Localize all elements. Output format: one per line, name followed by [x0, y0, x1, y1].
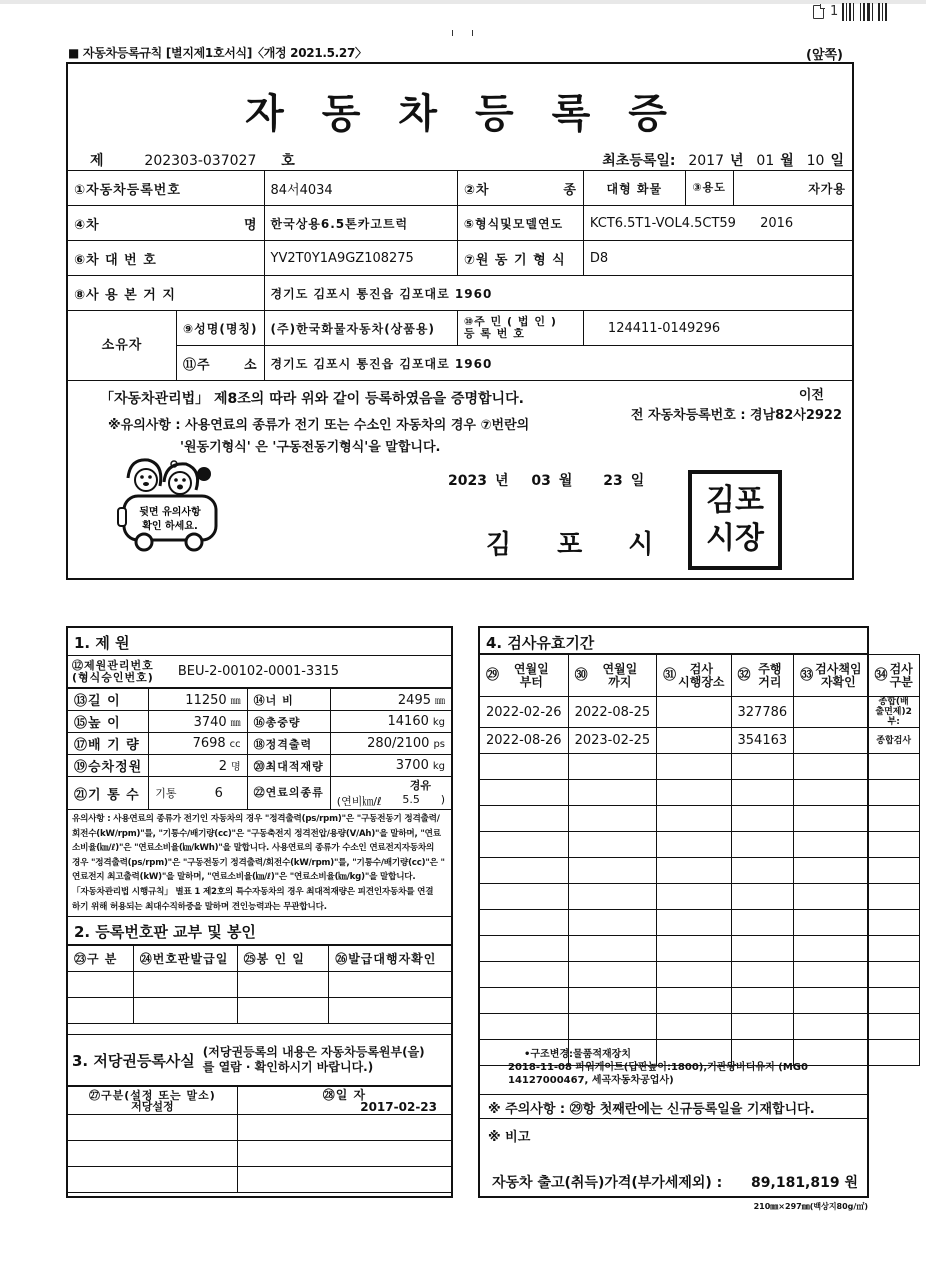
reg-no-value: 84서4034	[264, 171, 457, 206]
inspection-empty-cell	[868, 754, 919, 780]
table-row	[480, 988, 920, 1014]
inspection-header-cell: ㉛ 검사 시행장소	[657, 655, 731, 697]
inspection-empty-cell	[794, 988, 868, 1014]
model-value: KCT6.5T1-VOL4.5CT59 2016	[583, 206, 852, 241]
table-row	[480, 780, 920, 806]
table-row	[480, 655, 920, 697]
fine-print-line: 회전수(kW/rpm)"를, "기통수/배기량(cc)"은 "구동축전지 정격전압/용량(V/Ah)"을 말하며, "연료	[72, 828, 441, 839]
previous-registration-number: 전 자동차등록번호 : 경남82사2922	[630, 408, 842, 423]
registration-certificate	[66, 62, 854, 580]
inspection-empty-cell	[568, 884, 657, 910]
plates-header-kind: ㉓구 분	[68, 946, 134, 972]
spec-value: 14160 kg	[330, 711, 451, 733]
engine-label: ⑦원 동 기 형 식	[457, 241, 583, 276]
table-row	[68, 311, 853, 346]
table-row	[480, 936, 920, 962]
seal-text-2: 시장	[706, 521, 764, 556]
inspection-empty-cell	[731, 1014, 794, 1040]
table-row	[68, 689, 452, 711]
table-row	[480, 1014, 920, 1040]
mortgage-title: 3. 저당권등록사실	[72, 1051, 195, 1070]
inspection-empty-cell	[731, 780, 794, 806]
paper-size-note: 210㎜×297㎜(백상지80g/㎡)	[753, 1202, 868, 1211]
table-row	[480, 858, 920, 884]
mortgage-table	[67, 1086, 452, 1193]
inspection-empty-cell	[480, 988, 569, 1014]
vehicle-info-table	[67, 170, 853, 381]
spec-value: 280/2100 ps	[330, 733, 451, 755]
inspection-place	[657, 697, 731, 728]
inspection-empty-cell	[657, 1014, 731, 1040]
inspection-empty-cell	[568, 780, 657, 806]
owner-address-label: ⑪주 소	[177, 346, 265, 381]
owner-name-label: ⑨성명(명칭)	[177, 311, 265, 346]
inspection-empty-cell	[868, 858, 919, 884]
plates-title: 2. 등록번호판 교부 및 봉인	[68, 917, 451, 945]
spec-value: 2495 ㎜	[330, 689, 451, 711]
inspection-to: 2023-02-25	[568, 728, 657, 754]
inspection-empty-cell	[480, 962, 569, 988]
inspection-empty-cell	[657, 910, 731, 936]
inspection-empty-cell	[568, 988, 657, 1014]
inspection-empty-cell	[480, 910, 569, 936]
table-row	[480, 962, 920, 988]
issue-date: 2023 년 03 월 23 일	[448, 473, 645, 489]
spec-label: ⑬길 이	[68, 689, 149, 711]
inspection-empty-cell	[480, 1014, 569, 1040]
table-row	[68, 206, 853, 241]
inspection-panel	[478, 626, 913, 1198]
base-location-label: ⑧사 용 본 거 지	[68, 276, 265, 311]
inspection-kind: 종합검사	[868, 728, 919, 754]
spec-label: ⑱정격출력	[247, 733, 330, 755]
remarks-label: ※ 비고	[488, 1130, 531, 1145]
inspection-from: 2022-02-26	[480, 697, 569, 728]
fine-print-line: 경우 "정격출력(ps/rpm)"은 "구동전동기 정격출력/회전수(kW/rpm)"를, "기통수/배기량(cc)"은 "	[72, 857, 445, 868]
issuer-name: 김포시	[486, 530, 700, 560]
notice-line-1: ※유의사항 : 사용연료의 종류가 전기 또는 수소인 자동차의 경우 ⑦번란의	[108, 418, 530, 433]
table-row	[480, 832, 920, 858]
table-row	[68, 711, 452, 733]
spec-value: 3740 ㎜	[149, 711, 247, 733]
inspection-empty-cell	[731, 910, 794, 936]
inspection-empty-cell	[868, 936, 919, 962]
inspection-empty-cell	[868, 884, 919, 910]
acquisition-price	[492, 1172, 858, 1192]
inspection-empty-cell	[794, 754, 868, 780]
inspection-empty-cell	[868, 1014, 919, 1040]
mortgage-note: (저당권등록의 내용은 자동차등록원부(을) 를 열람 · 확인하시기 바랍니다.)	[202, 1045, 425, 1075]
inspection-empty-cell	[794, 806, 868, 832]
inspection-empty-cell	[731, 884, 794, 910]
price-label: 자동차 출고(취득)가격(부가세제외) :	[492, 1175, 723, 1191]
spec-value: 3700 kg	[330, 755, 451, 777]
inspection-empty-cell	[480, 754, 569, 780]
owner-id-value: 124411-0149296	[583, 311, 852, 346]
inspection-empty-cell	[480, 884, 569, 910]
inspection-empty-cell	[657, 780, 731, 806]
spec-label: ⑯총중량	[247, 711, 330, 733]
inspection-header-cell: ㉜ 주행 거리	[731, 655, 794, 697]
inspection-empty-cell	[657, 858, 731, 884]
inspection-empty-cell	[568, 806, 657, 832]
reg-no-label: ①자동차등록번호	[68, 171, 265, 206]
certification-statement: 「자동차관리법」 제8조의 따라 위와 같이 등록하였음을 증명합니다.	[100, 391, 524, 407]
vin-value: YV2T0Y1A9GZ108275	[264, 241, 457, 276]
model-year: 2016	[760, 215, 794, 231]
mortgage-header	[68, 1034, 451, 1086]
fuel-type-label: ㉒연료의종류	[247, 777, 330, 810]
inspection-inspector	[794, 728, 868, 754]
barcode	[842, 3, 887, 21]
vin-label: ⑥차 대 번 호	[68, 241, 265, 276]
base-location-value: 경기도 김포시 통진읍 김포대로 1960	[264, 276, 852, 311]
inspection-empty-cell	[657, 806, 731, 832]
viewer-top-bar	[0, 0, 926, 4]
inspection-empty-cell	[657, 754, 731, 780]
table-row	[480, 697, 920, 728]
inspection-to: 2022-08-25	[568, 697, 657, 728]
fuel-value: 경유 (연비㎞/ℓ 5.5 )	[330, 777, 451, 810]
table-row	[68, 733, 452, 755]
specs-title: 1. 제 원	[68, 628, 451, 656]
table-row	[68, 972, 452, 998]
inspection-empty-cell	[794, 1014, 868, 1040]
front-side-label: (앞쪽)	[806, 48, 843, 63]
price-value: 89,181,819 원	[751, 1175, 858, 1191]
inspection-header-cell: ㉞ 검사 구분	[868, 655, 919, 697]
table-row	[480, 910, 920, 936]
vehicle-type-value: 대형 화물	[583, 171, 685, 206]
inspection-empty-cell	[480, 780, 569, 806]
fine-print-line: 소비율(㎞/ℓ)"은 "연료소비율(㎞/kWh)"을 말합니다. 사용연료의 종류가 수소인 연료전지자동차의	[72, 843, 435, 854]
notice-line-2: '원동기형식' 은 '구동전동기형식'을 말합니다.	[180, 440, 441, 455]
certificate-number: 제 202303-037027 호	[90, 153, 295, 169]
fine-print-line: 연료전지 최고출력(kW)"을 말하며, "연료소비율(㎞/ℓ)"은 "연료소비율(㎞/kg)"을 말합니다.	[72, 872, 416, 883]
page-number: 1	[830, 4, 839, 19]
model-label: ⑤형식및모델연도	[457, 206, 583, 241]
inspection-empty-cell	[868, 988, 919, 1014]
inspection-empty-cell	[657, 832, 731, 858]
owner-group-label: 소유자	[68, 311, 177, 381]
first-registration-date: 최초등록일: 2017 년 01 월 10 일	[602, 153, 844, 169]
table-row	[68, 276, 853, 311]
vehicle-name-value: 한국상용6.5톤카고트럭	[264, 206, 457, 241]
mgmt-no-value: BEU-2-00102-0001-3315	[177, 664, 340, 679]
fuel-efficiency-label: (연비㎞/ℓ	[336, 795, 382, 808]
scan-mark	[472, 30, 473, 36]
inspection-empty-cell	[568, 754, 657, 780]
table-row	[68, 241, 853, 276]
table-row	[480, 884, 920, 910]
inspection-empty-cell	[868, 806, 919, 832]
spec-value: 11250 ㎜	[149, 689, 247, 711]
inspection-empty-cell	[868, 910, 919, 936]
inspection-empty-cell	[480, 936, 569, 962]
table-row	[480, 754, 920, 780]
mascot-bus-illustration	[114, 456, 228, 556]
inspection-empty-cell	[731, 962, 794, 988]
fine-print-line: 「자동차관리법 시행규칙」 별표 1 제2호의 특수자동차의 경우 최대적재량은 피견인자동차를 연결	[72, 886, 434, 897]
mascot-icon	[114, 456, 228, 556]
certificate-number-value: 202303-037027	[144, 153, 257, 169]
inspection-empty-cell	[731, 806, 794, 832]
inspection-empty-cell	[568, 936, 657, 962]
mascot-text-1: 뒷면 유의사항	[139, 507, 201, 518]
mgmt-no-label: ⑫제원관리번호 (형식승인번호)	[72, 658, 154, 684]
owner-id-label: ⑩주 민 ( 법 인 ) 등 록 번 호	[457, 311, 583, 346]
official-seal	[688, 470, 782, 570]
spec-label: ⑭너 비	[247, 689, 330, 711]
inspection-empty-cell	[731, 754, 794, 780]
inspection-empty-cell	[794, 962, 868, 988]
inspection-empty-cell	[568, 910, 657, 936]
table-row	[68, 777, 452, 810]
inspection-empty-cell	[657, 962, 731, 988]
plates-header-agent: ㉖발급대행자확인	[329, 946, 452, 972]
scan-mark	[452, 30, 453, 36]
mortgage-header-date: ㉘일 자	[322, 1087, 367, 1102]
spec-label: ⑮높 이	[68, 711, 149, 733]
table-row	[68, 1167, 452, 1193]
specs-panel	[66, 626, 453, 1198]
inspection-empty-cell	[731, 858, 794, 884]
inspection-table	[479, 654, 920, 1066]
mgmt-no-row	[68, 656, 451, 688]
inspection-empty-cell	[480, 858, 569, 884]
spec-label: ⑰배 기 량	[68, 733, 149, 755]
inspection-from: 2022-08-26	[480, 728, 569, 754]
inspection-empty-cell	[568, 1014, 657, 1040]
inspection-empty-cell	[731, 988, 794, 1014]
cylinders-value: 기통 6	[149, 777, 247, 810]
inspection-empty-cell	[568, 858, 657, 884]
table-row	[480, 728, 920, 754]
inspection-empty-cell	[657, 988, 731, 1014]
inspection-empty-cell	[568, 832, 657, 858]
fine-print-line: 유의사항 : 사용연료의 종류가 전기인 자동차의 경우 "정격출력(ps/rpm)"은 "구동전동기 정격출력/	[72, 814, 440, 824]
spec-label: ⑳최대적재량	[247, 755, 330, 777]
table-row	[68, 1141, 452, 1167]
inspection-caution: ※ 주의사항 : ㉙항 첫째란에는 신규등록일을 기재합니다.	[488, 1102, 815, 1117]
owner-address-value: 경기도 김포시 통진읍 김포대로 1960	[264, 346, 852, 381]
table-row	[68, 998, 452, 1024]
inspection-empty-cell	[794, 936, 868, 962]
fine-print-line: 하기 위해 허용되는 최대수직하중을 말하며 견인능력과는 무관합니다.	[72, 901, 327, 912]
inspection-inspector	[794, 697, 868, 728]
inspection-empty-cell	[794, 832, 868, 858]
engine-value: D8	[583, 241, 852, 276]
seal-text-1: 김포	[706, 483, 764, 518]
specs-fine-print	[68, 810, 451, 917]
inspection-empty-cell	[657, 884, 731, 910]
spec-value: 7698 cc	[149, 733, 247, 755]
vehicle-type-label: ②차 종	[457, 171, 583, 206]
mascot-text-2: 확인 하세요.	[142, 521, 198, 532]
inspection-empty-cell	[794, 910, 868, 936]
certificate-title: 자동차등록증	[245, 90, 705, 137]
use-label: ③용도	[685, 171, 733, 206]
inspection-empty-cell	[868, 780, 919, 806]
spec-value: 2 명	[149, 755, 247, 777]
specs-table	[67, 688, 452, 810]
table-row	[68, 1115, 452, 1141]
mortgage-date-value: 2017-02-23	[360, 1099, 437, 1114]
plates-table	[67, 945, 452, 1024]
spec-label: ⑲승차정원	[68, 755, 149, 777]
inspection-mileage: 354163	[731, 728, 794, 754]
inspection-empty-cell	[480, 832, 569, 858]
previous-label: 이전	[798, 388, 824, 403]
inspection-empty-cell	[794, 858, 868, 884]
table-row	[68, 755, 452, 777]
cylinders-label: ㉑기 통 수	[68, 777, 149, 810]
inspection-place	[657, 728, 731, 754]
table-row	[68, 171, 853, 206]
plates-header-seal-date: ㉕봉 인 일	[237, 946, 329, 972]
table-row	[68, 1087, 452, 1115]
inspection-header-cell: ㉙ 연월일 부터	[480, 655, 569, 697]
inspection-empty-cell	[868, 832, 919, 858]
table-row	[68, 346, 853, 381]
inspection-empty-cell	[731, 832, 794, 858]
mortgage-kind-value: 저당설정	[131, 1099, 174, 1113]
inspection-empty-cell	[731, 936, 794, 962]
page-icon[interactable]	[813, 5, 824, 19]
mortgage-header-kind: ㉗구분(설정 또는 말소)	[89, 1088, 216, 1102]
inspection-title: 4. 검사유효기간	[480, 628, 867, 654]
inspection-mileage: 327786	[731, 697, 794, 728]
inspection-header-cell: ㉚ 연월일 까지	[568, 655, 657, 697]
inspection-empty-cell	[868, 962, 919, 988]
plates-header-issue-date: ㉔번호판발급일	[133, 946, 237, 972]
owner-name-value: (주)한국화물자동차(상품용)	[264, 311, 457, 346]
inspection-empty-cell	[480, 806, 569, 832]
table-row	[68, 946, 452, 972]
table-row	[480, 806, 920, 832]
fuel-efficiency-value: 5.5	[402, 793, 420, 806]
form-rule-header: ■ 자동차등록규칙 [별지제1호서식]〈개정 2021.5.27〉	[68, 46, 367, 60]
inspection-header-cell: ㉝ 검사책임 자확인	[794, 655, 868, 697]
inspection-kind: 종합(배출면제)2부:	[868, 697, 919, 728]
structure-change-note: •구조변경:물품적재장치 2018-11-08 파워게이트(답판높이:1800),기관왕바디유지 (MG0 14127000467, 세곡자동차공업사)	[508, 1049, 808, 1086]
inspection-empty-cell	[568, 962, 657, 988]
inspection-empty-cell	[657, 936, 731, 962]
use-value: 자가용	[733, 171, 852, 206]
inspection-empty-cell	[868, 1040, 919, 1066]
inspection-empty-cell	[794, 780, 868, 806]
inspection-empty-cell	[794, 884, 868, 910]
vehicle-name-label: ④차 명	[68, 206, 265, 241]
